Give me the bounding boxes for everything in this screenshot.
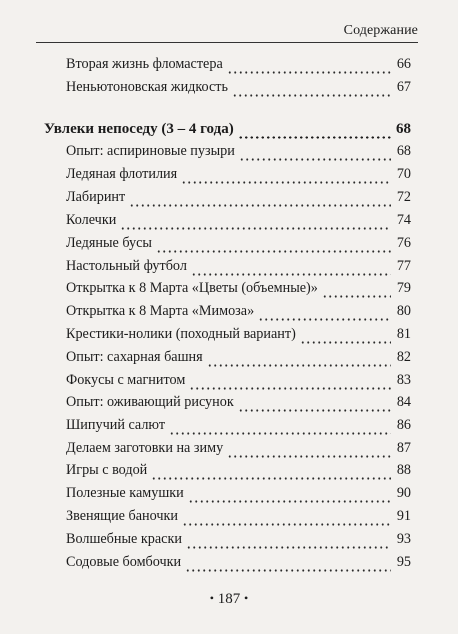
toc-entry [66, 187, 411, 207]
toc-entry-page: 86 [396, 417, 411, 433]
toc-entry [66, 415, 411, 435]
toc-entry [66, 552, 411, 572]
dot-leader [239, 148, 391, 161]
toc-entry-title: Звенящие баночки [66, 508, 178, 524]
toc-entry-page: 83 [396, 372, 411, 388]
toc-entry [66, 141, 411, 161]
toc-entry [66, 483, 411, 503]
toc-entry-title: Опыт: сахарная башня [66, 349, 203, 365]
toc-entry-title: Фокусы с магнитом [66, 372, 186, 388]
toc-section-heading [44, 119, 411, 139]
toc-entry [66, 278, 411, 298]
toc-entry [66, 233, 411, 253]
toc-entry-title: Волшебные краски [66, 531, 182, 547]
dot-leader [151, 467, 391, 480]
toc-entry [66, 438, 411, 458]
dot-leader [238, 399, 391, 412]
toc-entry [66, 506, 411, 526]
toc-entry-page: 80 [396, 303, 411, 319]
toc-entry [66, 301, 411, 321]
toc-entry-page: 93 [396, 531, 411, 547]
toc-entry-page: 68 [396, 121, 411, 137]
toc-entry-page: 76 [396, 235, 411, 251]
toc-entry-page: 91 [396, 508, 411, 524]
toc-entry [66, 324, 411, 344]
dot-leader [129, 194, 391, 207]
toc-entry-page: 79 [396, 280, 411, 296]
toc-entry-page: 68 [396, 143, 411, 159]
toc-entry-title: Делаем заготовки на зиму [66, 440, 224, 456]
footer-bullet-right: • [244, 591, 249, 605]
toc-entry-title: Открытка к 8 Марта «Цветы (объемные)» [66, 280, 318, 296]
page-footer [0, 591, 458, 608]
toc-entry [66, 392, 411, 412]
toc-entry-title: Вторая жизнь фломастера [66, 56, 223, 72]
dot-leader [188, 490, 391, 503]
toc-entry-page: 87 [396, 440, 411, 456]
dot-leader [207, 354, 391, 367]
toc-entry-page: 70 [396, 166, 411, 182]
dot-leader [232, 84, 391, 97]
toc-entry [66, 460, 411, 480]
dot-leader [227, 445, 391, 458]
toc-entry [66, 210, 411, 230]
toc-entry-title: Настольный футбол [66, 258, 187, 274]
toc-entry [66, 256, 411, 276]
toc-entry-page: 77 [396, 258, 411, 274]
toc-entry-page: 66 [396, 56, 411, 72]
toc-entry-page: 74 [396, 212, 411, 228]
toc-entry-page: 84 [396, 394, 411, 410]
toc-entry-title: Лабиринт [66, 189, 126, 205]
toc-entry [66, 347, 411, 367]
dot-leader [258, 308, 391, 321]
toc-entry-title: Ледяные бусы [66, 235, 152, 251]
dot-leader [191, 263, 391, 276]
dot-leader [120, 217, 391, 230]
toc-entry [66, 54, 411, 74]
toc-entry-title: Неньютоновская жидкость [66, 79, 228, 95]
toc-entry-page: 82 [396, 349, 411, 365]
dot-leader [322, 285, 391, 298]
running-header [36, 20, 418, 43]
toc-entry-title: Колечки [66, 212, 117, 228]
toc-entry [66, 370, 411, 390]
toc-entry [66, 77, 411, 97]
toc-entry-title: Содовые бомбочки [66, 554, 182, 570]
dot-leader [189, 377, 391, 390]
dot-leader [182, 513, 391, 526]
toc-entry-title: Игры с водой [66, 462, 148, 478]
dot-leader [186, 536, 391, 549]
toc-entry-title: Открытка к 8 Марта «Мимоза» [66, 303, 255, 319]
dot-leader [185, 559, 391, 572]
toc-entry-title: Опыт: аспириновые пузыри [66, 143, 235, 159]
dot-leader [156, 240, 391, 253]
toc-entry-title: Шипучий салют [66, 417, 166, 433]
dot-leader [238, 126, 391, 139]
toc-entry-title: Полезные камушки [66, 485, 184, 501]
dot-leader [181, 171, 391, 184]
toc-entry-page: 67 [396, 79, 411, 95]
toc-entry-page: 88 [396, 462, 411, 478]
toc-entry-page: 81 [396, 326, 411, 342]
toc-entry-page: 90 [396, 485, 411, 501]
footer-bullet-left: • [209, 591, 214, 605]
toc-entry-title: Опыт: оживающий рисунок [66, 394, 234, 410]
dot-leader [227, 61, 391, 74]
toc-entry-page: 72 [396, 189, 411, 205]
toc-entry [66, 529, 411, 549]
page-number: 187 [217, 591, 241, 607]
dot-leader [169, 422, 391, 435]
toc-entry [66, 164, 411, 184]
dot-leader [300, 331, 391, 344]
toc-entry-title: Увлеки непоседу (3 – 4 года) [44, 121, 234, 137]
toc-entry-title: Ледяная флотилия [66, 166, 178, 182]
toc-entry-title: Крестики-нолики (походный вариант) [66, 326, 296, 342]
header-title: Содержание [343, 23, 418, 38]
toc-entry-page: 95 [396, 554, 411, 570]
